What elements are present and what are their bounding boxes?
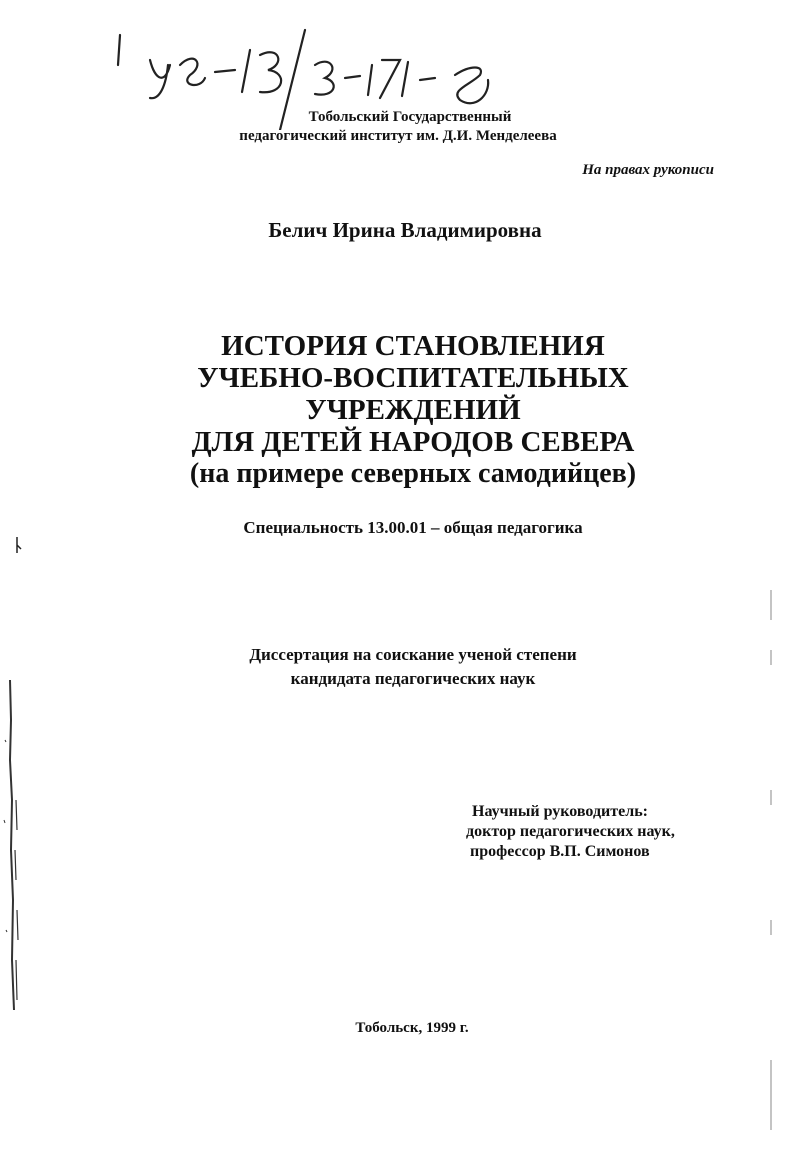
dissertation-degree — [0, 643, 796, 691]
scan-right-edge — [768, 590, 774, 1130]
scan-binding-edge — [0, 680, 30, 1010]
scientific-supervisor — [466, 802, 675, 862]
dissertation-title — [0, 330, 796, 490]
degree-line-1: Диссертация на соискание ученой степени — [249, 645, 577, 664]
title-line-4: ДЛЯ ДЕТЕЙ НАРОДОВ СЕВЕРА — [191, 426, 635, 458]
specialty-line: Специальность 13.00.01 – общая педагогика — [243, 518, 583, 537]
author-name: Белич Ирина Владимировна — [268, 218, 542, 242]
title-line-1: ИСТОРИЯ СТАНОВЛЕНИЯ — [221, 330, 605, 362]
scan-mark-icon — [14, 537, 22, 553]
title-subtitle: (на примере северных самодийцев) — [189, 458, 637, 489]
manuscript-rights-note: На правах рукописи — [582, 162, 714, 178]
supervisor-degree: доктор педагогических наук, — [466, 823, 675, 840]
supervisor-name: профессор В.П. Симонов — [470, 843, 650, 860]
institution-subtitle: педагогический институт им. Д.И. Менделеева — [239, 128, 557, 144]
supervisor-heading: Научный руководитель: — [472, 803, 648, 820]
title-line-3: УЧРЕЖДЕНИЙ — [305, 394, 521, 426]
institution-header — [0, 108, 796, 146]
institution-name: Тобольский Государственный — [308, 109, 512, 125]
place-and-year: Тобольск, 1999 г. — [355, 1020, 469, 1036]
title-line-2: УЧЕБНО-ВОСПИТАТЕЛЬНЫХ — [197, 362, 629, 394]
degree-line-2: кандидата педагогических наук — [290, 669, 536, 688]
